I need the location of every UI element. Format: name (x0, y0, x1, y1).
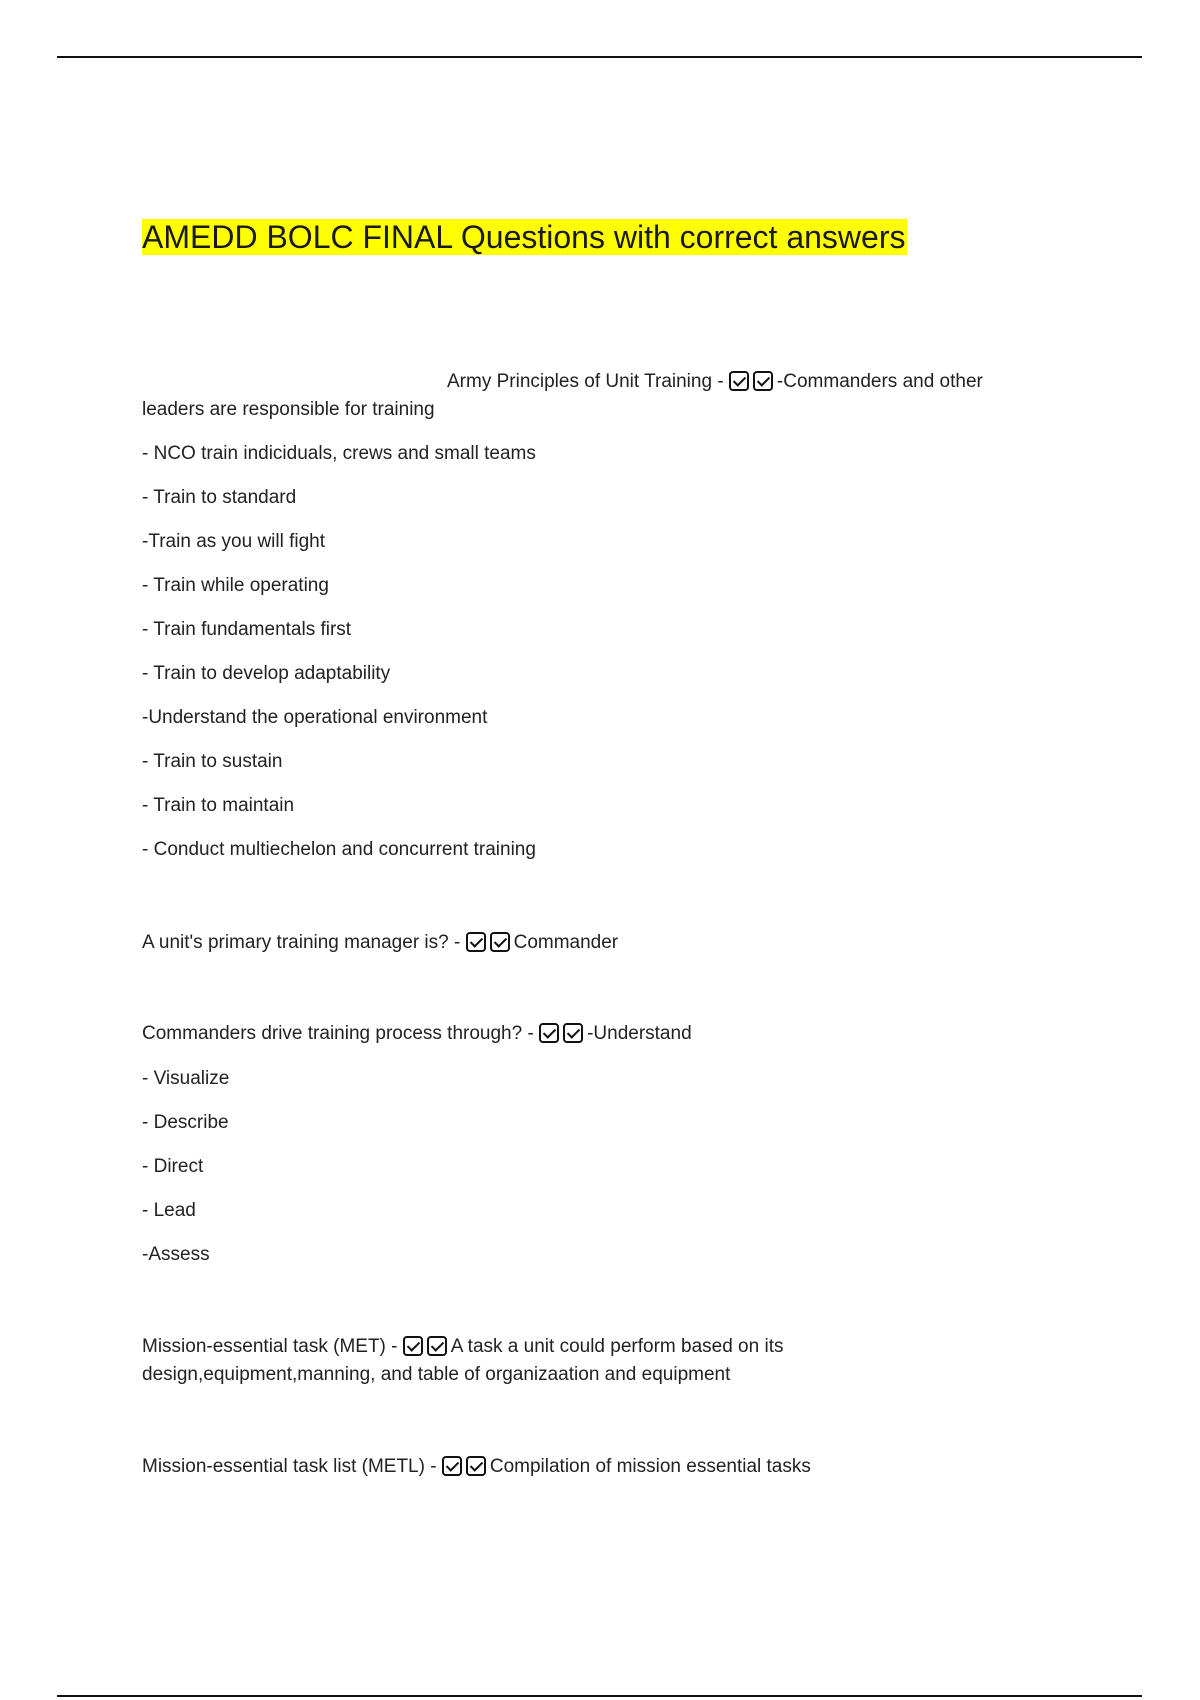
question-line (142, 1335, 783, 1359)
answer-text: Compilation of mission essential tasks (489, 1456, 811, 1477)
checkmark-icon (442, 1456, 462, 1476)
list-item: - Train while operating (142, 575, 329, 596)
checkmark-icon (563, 1023, 583, 1043)
checkmark-icon (466, 932, 486, 952)
answer-text: -Understand (587, 1023, 692, 1044)
checkmark-icon (753, 371, 773, 391)
answer-continuation: design,equipment,manning, and table of organizaation and equipment (142, 1364, 731, 1385)
checkmark-icon (490, 932, 510, 952)
question-line (142, 1022, 692, 1046)
checkmark-icon (403, 1336, 423, 1356)
checkmark-icon (539, 1023, 559, 1043)
header-rule (57, 56, 1142, 58)
answer-text: Commander (513, 932, 619, 953)
list-item: - Train to maintain (142, 795, 295, 816)
list-item: - Direct (142, 1156, 204, 1177)
list-item: - Train to develop adaptability (142, 663, 391, 684)
question-text: Mission-essential task (MET) - (142, 1336, 403, 1357)
list-item: - NCO train indiciduals, crews and small teams (142, 443, 536, 464)
list-item: - Describe (142, 1112, 229, 1133)
list-item: -Train as you will fight (142, 531, 326, 552)
question-text: Army Principles of Unit Training - (447, 371, 729, 392)
answer-continuation: leaders are responsible for training (142, 399, 435, 420)
list-item: - Train fundamentals first (142, 619, 352, 640)
document-title (142, 215, 907, 259)
list-item: - Train to standard (142, 487, 297, 508)
checkmark-icon (466, 1456, 486, 1476)
checkmark-icon (729, 371, 749, 391)
answer-text: A task a unit could perform based on its (450, 1336, 784, 1357)
question-text: A unit's primary training manager is? - (142, 932, 466, 953)
list-item: - Lead (142, 1200, 196, 1221)
checkmark-icon (427, 1336, 447, 1356)
footer-rule (57, 1695, 1142, 1697)
question-line (142, 931, 618, 955)
question-line (142, 1455, 811, 1479)
list-item: -Assess (142, 1244, 210, 1265)
question-text: Commanders drive training process through? - (142, 1023, 540, 1044)
title-highlight: AMEDD BOLC FINAL Questions with correct answers (142, 219, 906, 255)
list-item: - Conduct multiechelon and concurrent training (142, 839, 536, 860)
question-text: Mission-essential task list (METL) - (142, 1456, 442, 1477)
list-item: -Understand the operational environment (142, 707, 488, 728)
list-item: - Visualize (142, 1068, 230, 1089)
list-item: - Train to sustain (142, 751, 283, 772)
answer-text: -Commanders and other (776, 371, 983, 392)
question-line (447, 370, 983, 394)
